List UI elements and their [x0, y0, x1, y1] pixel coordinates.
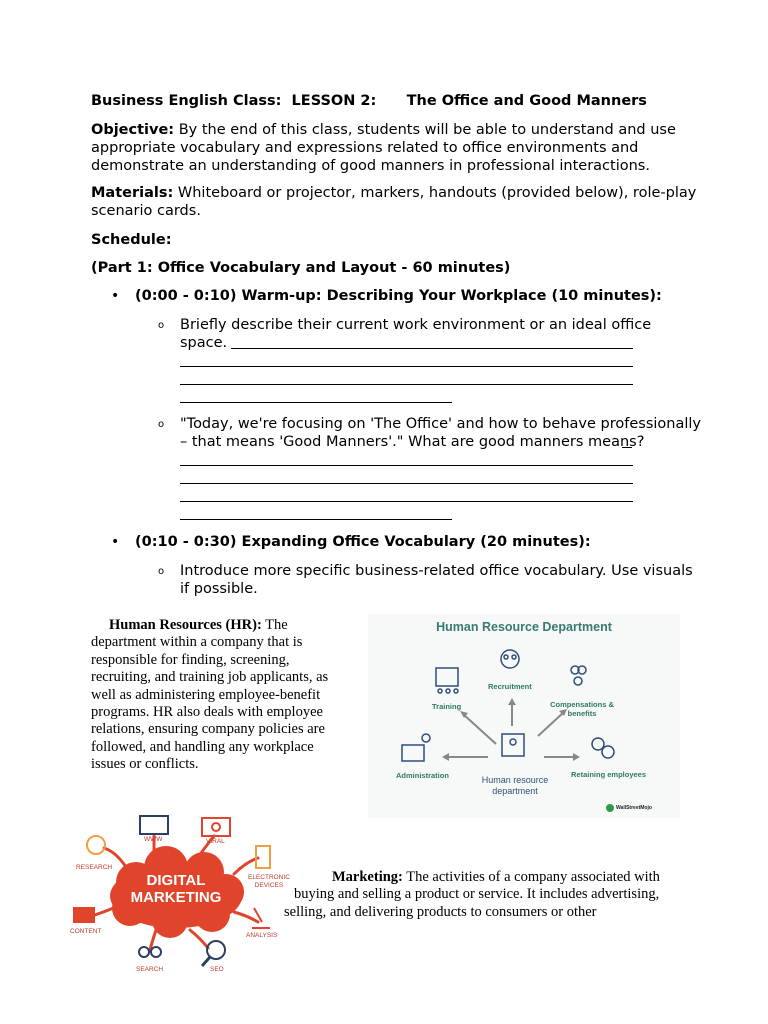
spoke-analysis [234, 912, 258, 922]
hr-label-administration: Administration [396, 771, 449, 780]
sub-item-describe: Briefly describe their current work environment or an ideal office space. [180, 317, 652, 351]
viral-icon [202, 818, 230, 836]
objective: Objective: By the end of this class, students will be able to understand and use appropriate vocabulary and expressions related to office environments and demonstrate an understanding of good manners in professional interactions. [91, 122, 676, 174]
part1-heading: (Part 1: Office Vocabulary and Layout - 60 minutes) [91, 260, 511, 276]
answer-line [180, 519, 452, 520]
answer-line [231, 348, 633, 349]
retaining-employees-icon [592, 738, 604, 750]
search-binoculars-icon [139, 947, 149, 957]
sub-bullet-marker: o [158, 320, 165, 331]
sub-item-good-manners: "Today, we're focusing on 'The Office' and how to behave professionally – that means 'Good Manners'." What are good manners means? [180, 416, 702, 450]
answer-line [180, 483, 633, 484]
hr-label: Human Resources (HR): [109, 617, 262, 633]
bullet-dot: • [111, 534, 120, 550]
analysis-icon [252, 908, 270, 928]
www-icon [140, 816, 168, 834]
digital-marketing-image [66, 812, 290, 980]
digital-marketing-title: DIGITAL MARKETING [130, 872, 222, 906]
hr-label-recruitment: Recruitment [488, 682, 532, 691]
marketing-definition: Marketing: The activities of a company associated with buying and selling a product or service. It includes advertising, selling, and delivering products to consumers or other [284, 869, 660, 920]
answer-line [180, 366, 633, 367]
answer-line [180, 384, 633, 385]
bullet-vocabulary: (0:10 - 0:30) Expanding Office Vocabulary (20 minutes): [135, 534, 591, 550]
schedule-heading: Schedule: [91, 232, 172, 248]
dm-label-search: SEARCH [136, 966, 164, 973]
recruitment-icon [501, 650, 519, 668]
dm-label-www: WWW [144, 836, 163, 843]
page-title: Business English Class: LESSON 2: The Office and Good Manners [91, 93, 647, 109]
hr-label-training: Training [432, 702, 462, 711]
wallstreetmojo-logo: WallStreetMojo [616, 805, 652, 811]
hr-definition: Human Resources (HR): The department within a company that is responsible for finding, screening, recruiting, and training job applicants, as well as administering employee-benefit programs. HR also deals with employee relations, ensuring company policies are followed, and handling any workplace issues or conflicts. [91, 617, 329, 773]
research-icon [87, 836, 105, 854]
hr-department-diagram [368, 614, 680, 818]
hr-label-retaining: Retaining employees [571, 770, 647, 779]
materials: Materials: Whiteboard or projector, markers, handouts (provided below), role-play scenario cards. [91, 185, 697, 219]
sub-bullet-marker: o [158, 566, 165, 577]
answer-line [622, 447, 632, 448]
sub-item-introduce: Introduce more specific business-related office vocabulary. Use visuals if possible. [180, 563, 693, 597]
dm-label-content: CONTENT [70, 928, 102, 935]
spoke-electronic [234, 858, 258, 874]
dm-label-electronic-devices: ELECTRONIC DEVICES [248, 874, 290, 889]
content-icon [74, 908, 94, 922]
hr-label-center: Human resource department [481, 775, 549, 796]
seo-magnifier-icon [207, 941, 225, 959]
hr-diagram-title: Human Resource Department [436, 620, 612, 634]
answer-line [180, 402, 452, 403]
bullet-warmup: (0:00 - 0:10) Warm-up: Describing Your Workplace (10 minutes): [135, 288, 662, 304]
dm-label-analysis: ANALYSIS [246, 932, 278, 939]
marketing-label: Marketing: [332, 869, 403, 885]
objective-label: Objective: [91, 122, 175, 138]
answer-line [180, 465, 633, 466]
hr-label-compensation: Compensations & benefits [550, 700, 614, 718]
wallstreetmojo-logo-icon [606, 804, 614, 812]
training-icon [436, 668, 458, 686]
dm-label-seo: SEO [210, 966, 224, 973]
spoke-seo [190, 930, 208, 948]
dm-label-research: RESEARCH [76, 864, 113, 871]
sub-bullet-marker: o [158, 419, 165, 430]
arrow-training [463, 714, 496, 744]
materials-label: Materials: [91, 185, 174, 201]
administration-icon [402, 745, 424, 761]
bullet-dot: • [111, 288, 120, 304]
answer-line [180, 501, 633, 502]
dm-label-viral: VIRAL [206, 838, 225, 845]
